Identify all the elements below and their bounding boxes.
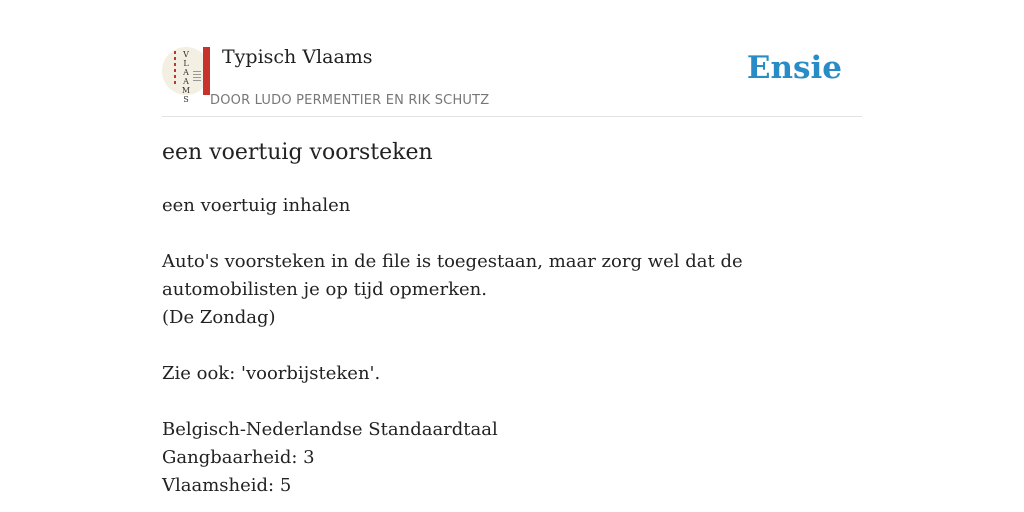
cover-text-lines	[193, 71, 201, 81]
byline: DOOR LUDO PERMENTIER EN RIK SCHUTZ	[210, 93, 490, 108]
entry-header	[162, 0, 862, 117]
entry-definition: een voertuig inhalen	[162, 195, 351, 216]
entry-see-also: Zie ook: 'voorbijsteken'.	[162, 363, 381, 384]
cover-lettering: V L A A M S	[181, 50, 191, 104]
site-title[interactable]: Typisch Vlaams	[222, 46, 373, 68]
page-container	[162, 0, 862, 496]
entry-vlaamsheid: Vlaamsheid: 5	[162, 475, 292, 496]
entry-example-source: (De Zondag)	[162, 307, 276, 328]
entry-gangbaarheid: Gangbaarheid: 3	[162, 447, 315, 468]
entry-category: Belgisch-Nederlandse Standaardtaal	[162, 419, 498, 440]
entry-body	[162, 192, 862, 500]
cover-spine	[203, 47, 210, 95]
entry-example: Auto's voorsteken in de file is toegestaan, maar zorg wel dat de automobilisten je op tijd opmerken.	[162, 251, 743, 300]
book-cover-avatar[interactable]	[162, 47, 210, 104]
brand-logo[interactable]: Ensie	[746, 50, 842, 86]
entry-title: een voertuig voorsteken	[162, 140, 433, 165]
cover-decoration	[174, 51, 176, 87]
